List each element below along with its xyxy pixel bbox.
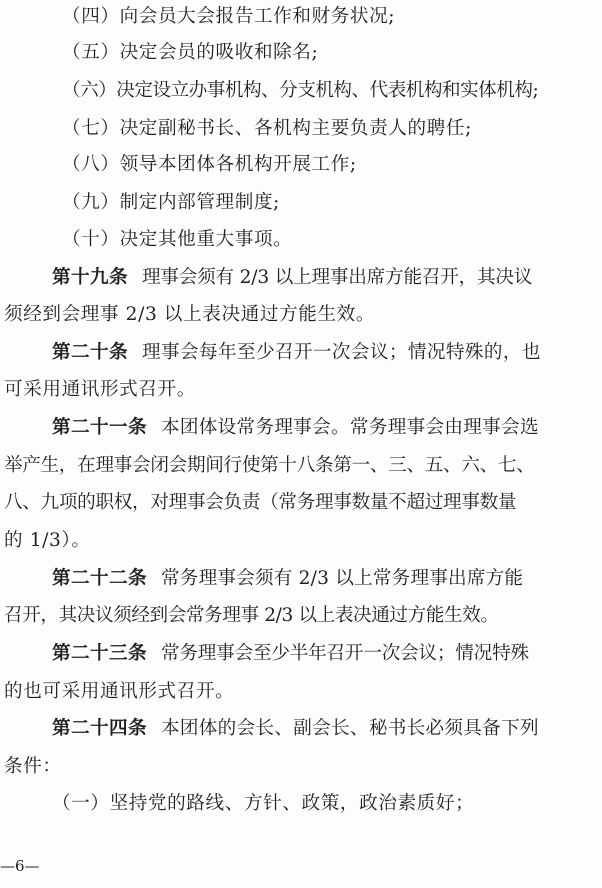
page-number: —6— [0,857,40,875]
article-text-cont: 须经到会理事 2/3 以上表决通过方能生效。 [4,304,376,325]
article-heading: 第十九条 [52,267,128,288]
list-item: （九）制定内部管理制度; [62,192,280,213]
article-heading: 第二十四条 [52,718,147,739]
article-text-cont: 的也可采用通讯形式召开。 [4,681,235,702]
list-item: （六）决定设立办事机构、分支机构、代表机构和实体机构; [62,80,539,101]
article-text: 常务理事会至少半年召开一次会议；情况特殊 [160,643,529,664]
article-heading: 第二十三条 [52,643,147,664]
article-text-cont: 举产生，在理事会闭会期间行使第十八条第一、三、五、六、七、 [4,455,535,476]
list-item: （八）领导本团体各机构开展工作; [62,154,357,175]
article-heading: 第二十条 [52,342,128,363]
article-21 [52,416,539,440]
article-20 [52,341,541,365]
article-text: 常务理事会须有 2/3 以上常务理事出席方能 [160,568,524,589]
article-text-cont: 的 1/3）。 [4,530,91,551]
list-item: （七）决定副秘书长、各机构主要负责人的聘任; [62,118,472,139]
article-text: 理事会须有 2/3 以上理事出席方能召开，其决议 [141,267,533,288]
list-item: （四）向会员大会报告工作和财务状况; [62,6,396,27]
list-item: （一）坚持党的路线、方针、政策，政治素质好； [52,793,475,814]
article-text: 本团体设常务理事会。常务理事会由理事会选 [160,417,539,438]
article-23 [52,642,529,666]
list-item: （五）决定会员的吸收和除名; [62,42,319,63]
article-text: 本团体的会长、副会长、秘书长必须具备下列 [160,718,539,739]
article-text: 理事会每年至少召开一次会议；情况特殊的，也 [141,342,541,363]
list-item: （十）决定其他重大事项。 [62,229,293,250]
article-19 [52,266,532,290]
article-text-cont: 可采用通讯形式召开。 [4,379,196,400]
article-24 [52,717,539,741]
article-22 [52,567,523,591]
article-text-cont: 八、九项的职权，对理事会负责（常务理事数量不超过理事数量 [4,492,517,513]
article-text-cont: 召开，其决议须经到会常务理事 2/3 以上表决通过方能生效。 [4,605,499,626]
article-heading: 第二十一条 [52,417,147,438]
article-text-cont: 条件： [4,756,62,777]
article-heading: 第二十二条 [52,568,147,589]
